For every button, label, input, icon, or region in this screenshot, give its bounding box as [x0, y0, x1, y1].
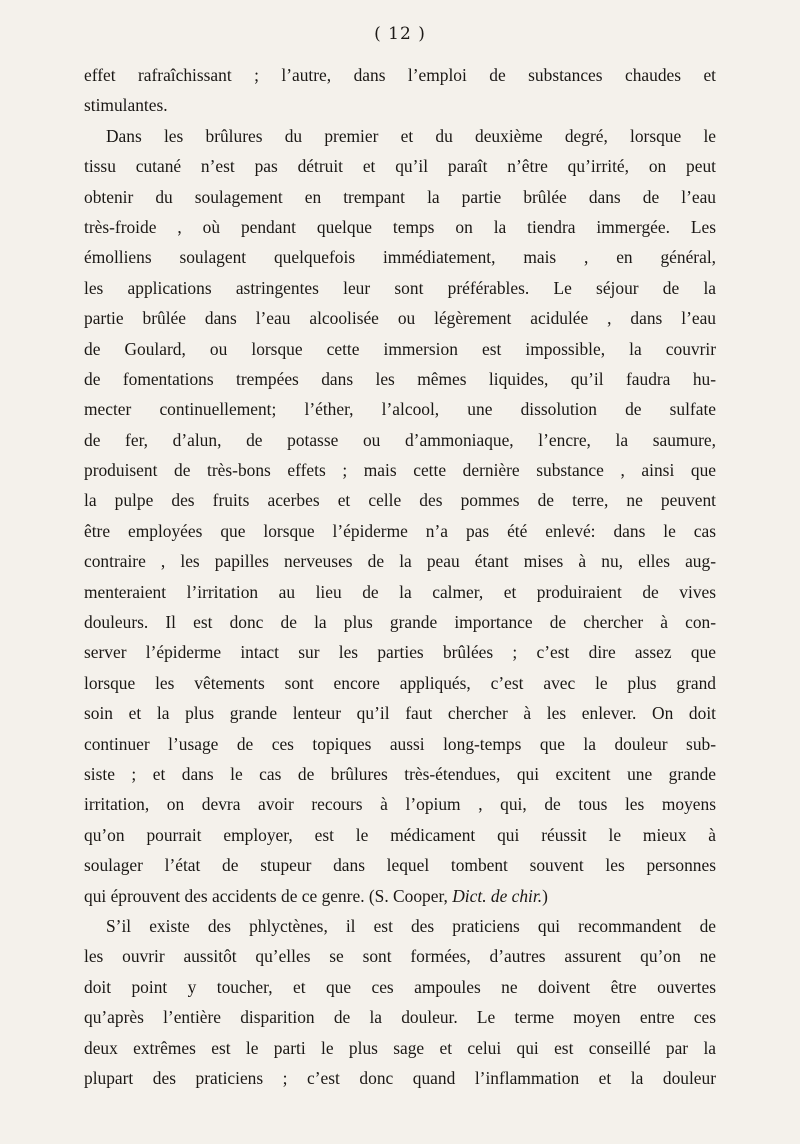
text-line: siste ; et dans le cas de brûlures très-étendues, qui excitent une grande	[84, 763, 716, 784]
text-line: plupart des praticiens ; c’est donc quand l’inflammation et la douleur	[84, 1067, 716, 1088]
text-line: continuer l’usage de ces topiques aussi long-temps que la douleur sub-	[84, 733, 716, 754]
text-line: qu’on pourrait employer, est le médicament qui réussit le mieux à	[84, 824, 716, 845]
text-line: de fer, d’alun, de potasse ou d’ammoniaque, l’encre, la saumure,	[84, 429, 716, 450]
citation-italic: Dict. de chir.	[452, 885, 543, 906]
text-line: effet rafraîchissant ; l’autre, dans l’emploi de substances chaudes et	[84, 65, 716, 85]
text-line: Dans les brûlures du premier et du deuxième degré, lorsque le	[106, 125, 716, 146]
text-line: stimulantes.	[84, 95, 168, 116]
text-line: S’il existe des phlyctènes, il est des praticiens qui recommandent de	[106, 915, 716, 936]
text-line: server l’épiderme intact sur les parties brûlées ; c’est dire assez que	[84, 642, 716, 663]
text-line: soulager l’état de stupeur dans lequel tombent souvent les personnes	[84, 855, 716, 876]
text-line: les applications astringentes leur sont préférables. Le séjour de la	[84, 277, 716, 298]
text-line-main: qui éprouvent des accidents de ce genre. (S. Cooper,	[84, 885, 453, 906]
text-line: deux extrêmes est le parti le plus sage et celui qui est conseillé par la	[84, 1037, 716, 1058]
text-line: les ouvrir aussitôt qu’elles se sont formées, d’autres assurent qu’on ne	[84, 946, 716, 967]
text-line: très-froide , où pendant quelque temps on la tiendra immergée. Les	[84, 216, 716, 237]
text-line: contraire , les papilles nerveuses de la peau étant mises à nu, elles aug-	[84, 551, 716, 572]
text-line: douleurs. Il est donc de la plus grande importance de chercher à con-	[84, 612, 716, 633]
text-line: obtenir du soulagement en trempant la partie brûlée dans de l’eau	[84, 186, 716, 207]
text-line: soin et la plus grande lenteur qu’il faut chercher à les enlever. On doit	[84, 703, 716, 724]
text-line	[84, 881, 716, 911]
text-line: être employées que lorsque l’épiderme n’a pas été enlevé: dans le cas	[84, 520, 716, 541]
text-line: irritation, on devra avoir recours à l’opium , qui, de tous les moyens	[84, 794, 716, 815]
text-line: la pulpe des fruits acerbes et celle des pommes de terre, ne peuvent	[84, 490, 716, 511]
text-line: produisent de très-bons effets ; mais cette dernière substance , ainsi que	[84, 460, 716, 481]
text-line: menteraient l’irritation au lieu de la calmer, et produiraient de vives	[84, 581, 716, 602]
text-line: qu’après l’entière disparition de la douleur. Le terme moyen entre ces	[84, 1007, 716, 1028]
text-line: mecter continuellement; l’éther, l’alcool, une dissolution de sulfate	[84, 399, 716, 420]
text-line: doit point y toucher, et que ces ampoules ne doivent être ouvertes	[84, 976, 716, 997]
text-line-after: )	[542, 885, 548, 906]
page-number: ( 12 )	[374, 24, 426, 44]
text-line: lorsque les vêtements sont encore appliqués, c’est avec le plus grand	[84, 672, 716, 693]
text-line: émolliens soulagent quelquefois immédiatement, mais , en général,	[84, 247, 716, 268]
text-line: partie brûlée dans l’eau alcoolisée ou légèrement acidulée , dans l’eau	[84, 308, 716, 329]
text-line: de fomentations trempées dans les mêmes liquides, qu’il faudra hu-	[84, 368, 716, 389]
body-text	[84, 60, 716, 1093]
text-line: tissu cutané n’est pas détruit et qu’il paraît n’être qu’irrité, on peut	[84, 156, 716, 177]
text-line: de Goulard, ou lorsque cette immersion est impossible, la couvrir	[84, 338, 716, 359]
